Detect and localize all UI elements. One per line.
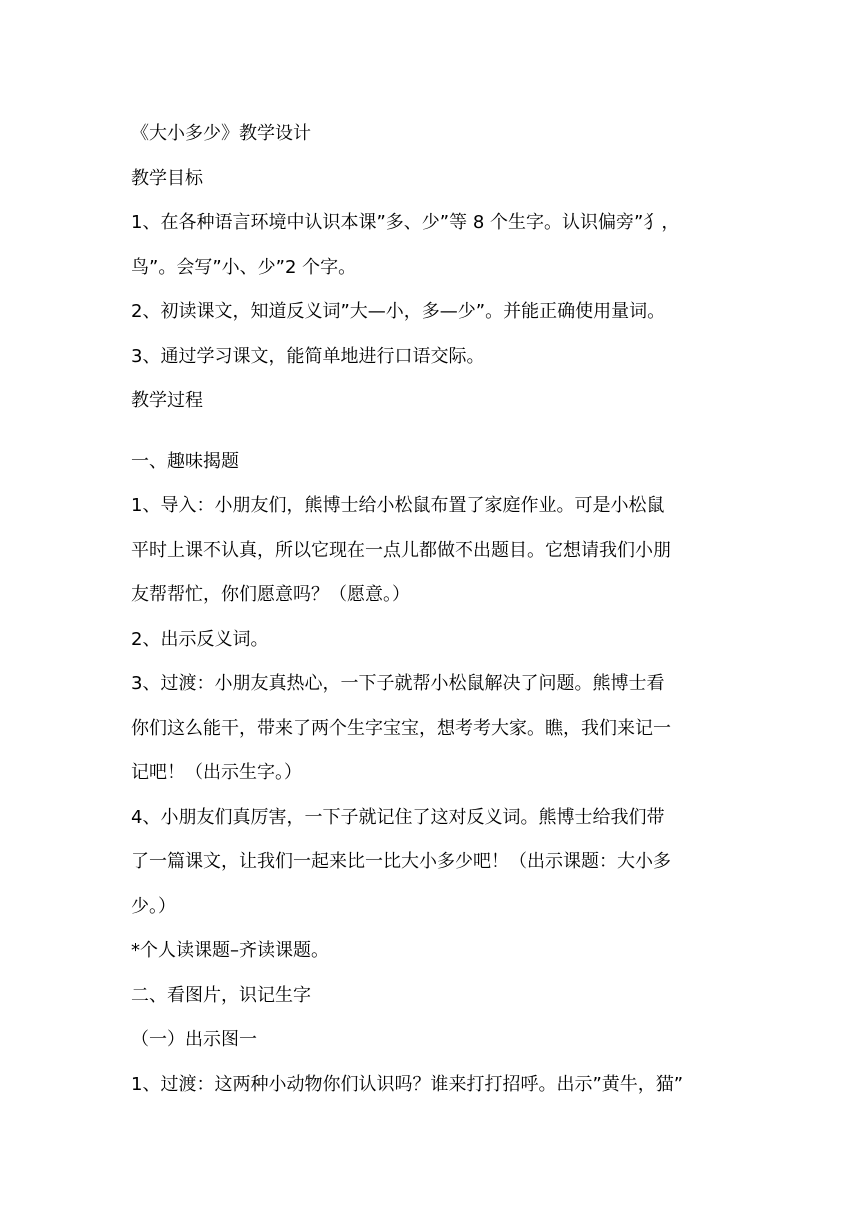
paragraph-line: 1、在各种语言环境中认识本课”多、少”等 8 个生字。认识偏旁”犭， <box>131 212 680 233</box>
paragraph-line: 4、小朋友们真厉害，一下子就记住了这对反义词。熊博士给我们带 <box>131 806 665 828</box>
subsection-heading: 二、看图片，识记生字 <box>131 984 311 1006</box>
paragraph-line: *个人读课题–齐读课题。 <box>131 940 329 961</box>
paragraph-line: 1、过渡：这两种小动物你们认识吗？谁来打打招呼。出示”黄牛，猫” <box>131 1073 684 1095</box>
paragraph-line: 1、导入：小朋友们，熊博士给小松鼠布置了家庭作业。可是小松鼠 <box>131 495 665 516</box>
paragraph-line: 你们这么能干，带来了两个生字宝宝，想考考大家。瞧，我们来记一 <box>131 717 671 739</box>
section-heading-goals: 教学目标 <box>131 167 203 189</box>
subsection-heading: 一、趣味揭题 <box>131 450 239 472</box>
paragraph-line: 鸟”。会写”小、少”2 个字。 <box>131 256 357 278</box>
paragraph-line: 2、初读课文，知道反义词”大—小，多—少”。并能正确使用量词。 <box>131 301 666 322</box>
paragraph-line: 友帮帮忙，你们愿意吗？（愿意。） <box>131 584 410 605</box>
document-title: 《大小多少》教学设计 <box>131 123 311 144</box>
paragraph-line: 平时上课不认真，所以它现在一点儿都做不出题目。它想请我们小朋 <box>131 539 671 561</box>
spacer <box>131 424 731 440</box>
paragraph-line: 少。） <box>131 895 176 917</box>
paragraph-line: 记吧！（出示生字。） <box>131 762 302 783</box>
paragraph-line: 3、通过学习课文，能简单地进行口语交际。 <box>131 345 485 367</box>
paragraph-line: 2、出示反义词。 <box>131 628 269 650</box>
section-heading-process: 教学过程 <box>131 390 203 411</box>
subsection-heading: （一）出示图一 <box>131 1029 257 1050</box>
paragraph-line: 3、过渡：小朋友真热心，一下子就帮小松鼠解决了问题。熊博士看 <box>131 673 665 694</box>
paragraph-line: 了一篇课文，让我们一起来比一比大小多少吧！（出示课题：大小多 <box>131 851 671 872</box>
document-body <box>131 112 731 1107</box>
